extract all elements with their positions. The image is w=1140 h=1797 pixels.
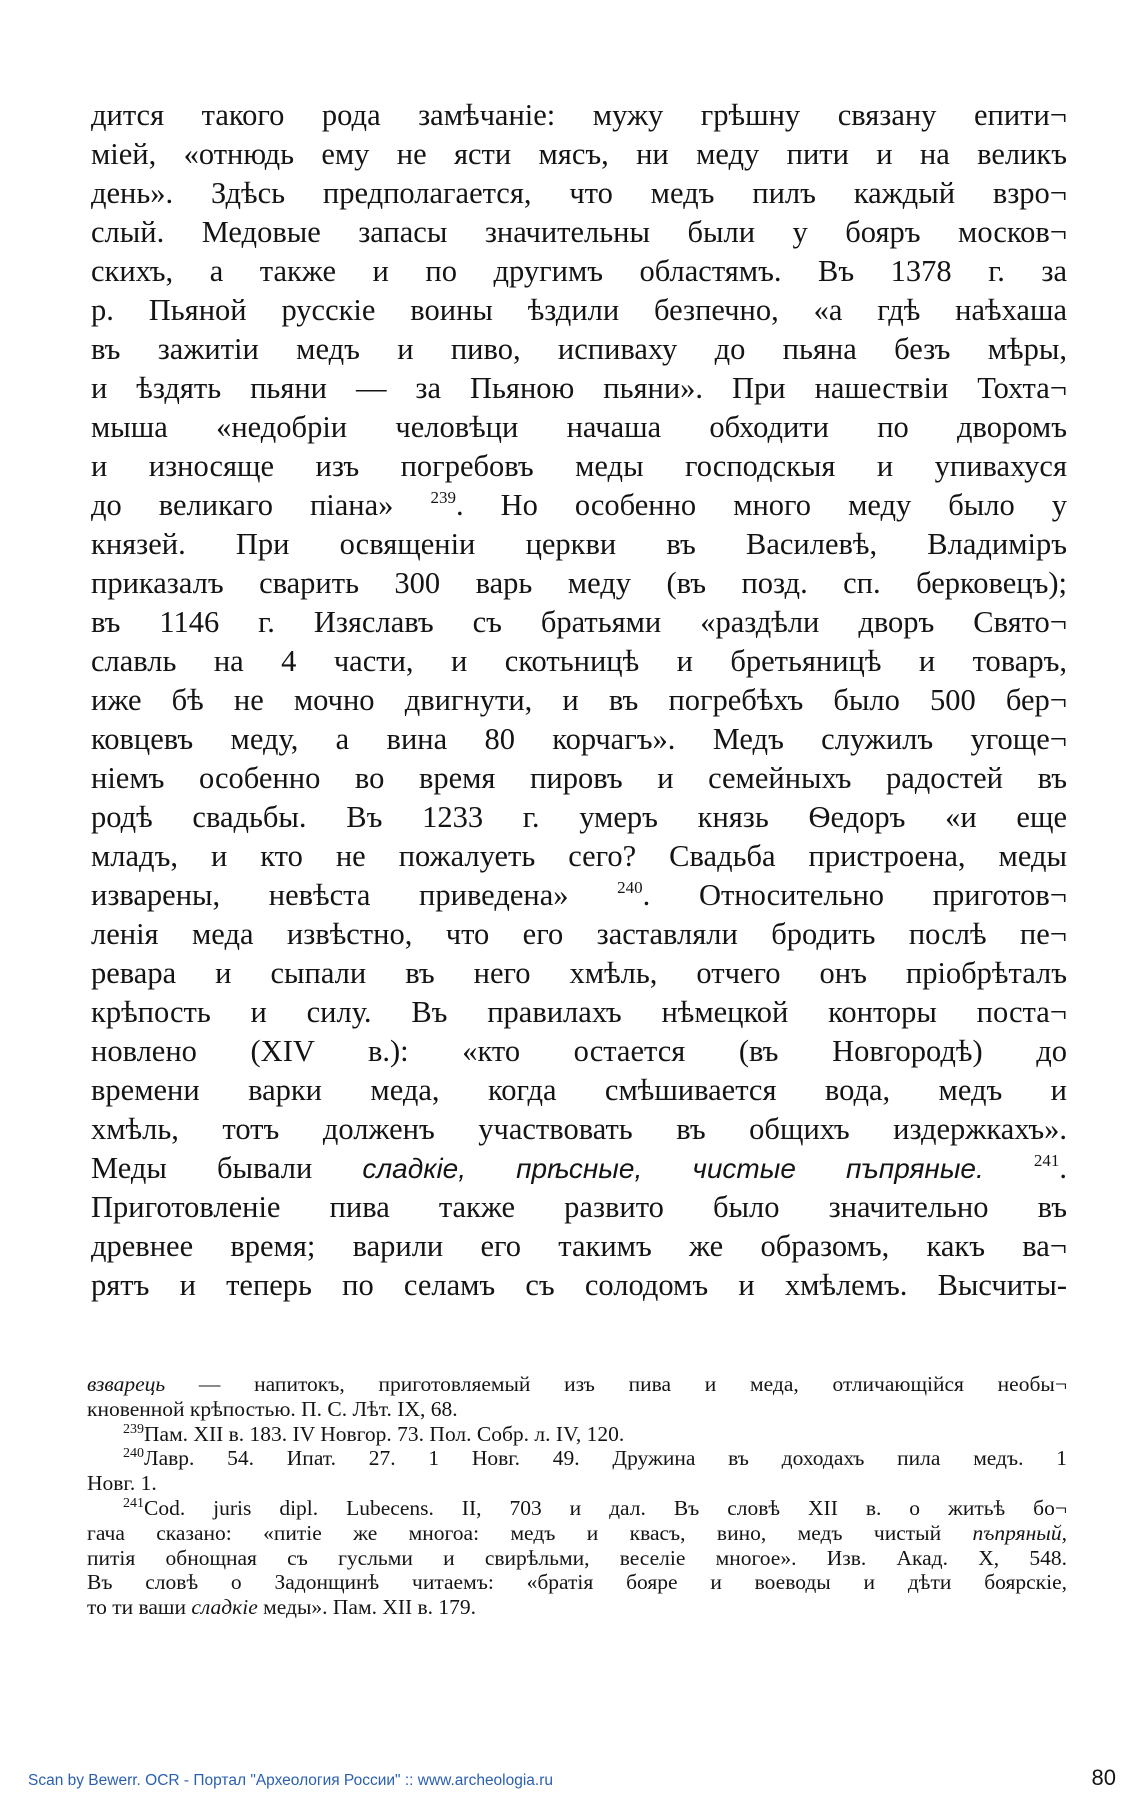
footnote-240-number: 240 bbox=[123, 1446, 144, 1462]
text-line: ковцевъ меду, а вина 80 корчагъ». Медъ служилъ угоще¬ bbox=[91, 722, 1067, 756]
footnote-a-term: взварець bbox=[87, 1372, 166, 1396]
italic-term: сладкіе, bbox=[362, 1153, 467, 1184]
text-line: слый. Медовые запасы значительны были у бояръ москов¬ bbox=[91, 215, 1067, 249]
text-line: въ зажитіи медъ и пиво, испиваху до пьяна безъ мѣры, bbox=[91, 332, 1067, 366]
text-line: рятъ и теперь по селамъ съ солодомъ и хмѣлемъ. Высчиты- bbox=[91, 1268, 1067, 1302]
text-line: мыша «недобріи человѣци начаша обходити по дворомъ bbox=[91, 410, 1067, 444]
footnote-a-line-1: взварець — напитокъ, приготовляемый изъ пива и меда, отличающійся необы¬ bbox=[87, 1372, 1067, 1396]
text-line: міей, «отнюдь ему не ясти мясъ, ни меду пити и на великъ bbox=[91, 137, 1067, 171]
footnote-241-line-2: гача сказано: «питіе же многоа: медъ и квасъ, вино, медъ чистый пъпряный, bbox=[87, 1520, 1067, 1545]
text-line: ревара и сыпали въ него хмѣль, отчего онъ пріобрѣталъ bbox=[91, 956, 1067, 990]
text-line: новлено (XIV в.): «кто остается (въ Новгородѣ) до bbox=[91, 1034, 1067, 1068]
text-line: и износяще изъ погребовъ меды господскыя и упивахуся bbox=[91, 449, 1067, 483]
footnote-241-line-5: то ти ваши сладкіе меды». Пам. XII в. 179. bbox=[87, 1595, 477, 1620]
text-line: р. Пьяной русскіе воины ѣздили безпечно, «а гдѣ наѣхаша bbox=[91, 293, 1067, 327]
text-line: крѣпость и силу. Въ правилахъ нѣмецкой конторы поста¬ bbox=[91, 995, 1067, 1029]
text-line: дится такого рода замѣчаніе: мужу грѣшну связану епити¬ bbox=[91, 98, 1067, 132]
text-line: иже бѣ не мочно двигнути, и въ погребѣхъ было 500 бер¬ bbox=[91, 683, 1067, 717]
italic-term: чистые bbox=[692, 1153, 796, 1184]
main-text-body bbox=[91, 96, 1067, 1305]
text-line: славль на 4 части, и скотьницѣ и бретьяницѣ и товаръ, bbox=[91, 644, 1067, 678]
footnote-240-line-2: Новг. 1. bbox=[87, 1471, 157, 1496]
text-line: въ 1146 г. Изяславъ съ братьями «раздѣли дворъ Свято¬ bbox=[91, 605, 1067, 639]
footnote-ref: 239 bbox=[430, 488, 456, 507]
footnote-ref: 240 bbox=[617, 878, 643, 897]
italic-term: пъпряные. bbox=[846, 1153, 984, 1184]
text-line: родѣ свадьбы. Въ 1233 г. умеръ князь Ѳедоръ «и еще bbox=[91, 800, 1067, 834]
footnote-241-line-3: питія обнощная съ гусльми и свирѣльми, веселіе многое». Изв. Акад. X, 548. bbox=[87, 1545, 1067, 1570]
text-line: ніемъ особенно во время пировъ и семейныхъ радостей въ bbox=[91, 761, 1067, 795]
footnote-ref: 241 bbox=[1033, 1151, 1060, 1170]
text-line: древнее время; варили его такимъ же образомъ, какъ ва¬ bbox=[91, 1229, 1067, 1263]
footnote-239: $^{239}$Пам. XII в. 183. IV Новгор. 73. Пол. Собр. л. IV, 120. bbox=[123, 1421, 625, 1446]
text-line: изварены, невѣста приведена» $^{240}$. Относительно приготов¬ bbox=[91, 878, 1067, 912]
text-line: и ѣздять пьяни — за Пьяною пьяни». При нашествіи Тохта¬ bbox=[91, 371, 1067, 405]
text-line: ленія меда извѣстно, что его заставляли бродить послѣ пе¬ bbox=[91, 917, 1067, 951]
footnotes bbox=[87, 1372, 1067, 1620]
text-line: князей. При освященіи церкви въ Василевѣ, Владиміръ bbox=[91, 527, 1067, 561]
scan-source-credit: Scan by Bewerr. OCR - Портал "Археология России" :: www.archeologia.ru bbox=[28, 1772, 554, 1789]
text-line: Меды бывали сладкіе, прѣсные, чистые пъпряные. $^{241}$. bbox=[91, 1151, 1067, 1185]
footnote-239-number: 239 bbox=[123, 1421, 144, 1437]
text-line: хмѣль, тотъ долженъ участвовать въ общихъ издержкахъ». bbox=[91, 1112, 1067, 1146]
text-line: приказалъ сварить 300 варь меду (въ позд. сп. берковецъ); bbox=[91, 566, 1067, 600]
text-line: скихъ, а также и по другимъ областямъ. Въ 1378 г. за bbox=[91, 254, 1067, 288]
text-line: Приготовленіе пива также развито было значительно въ bbox=[91, 1190, 1067, 1224]
footnote-241-line-4: Въ словѣ о Задонщинѣ читаемъ: «братія бояре и воеводы и дѣти боярскіе, bbox=[87, 1570, 1067, 1595]
footnote-240-line-1: $^{240}$Лавр. 54. Ипат. 27. 1 Новг. 49. Дружина въ доходахъ пила медъ. 1 bbox=[123, 1446, 1067, 1471]
footnote-241-number: 241 bbox=[123, 1495, 144, 1511]
page-number: 80 bbox=[1091, 1765, 1116, 1790]
text-line: времени варки меда, когда смѣшивается вода, медъ и bbox=[91, 1073, 1067, 1107]
text-line: младъ, и кто не пожалуеть сего? Свадьба пристроена, меды bbox=[91, 839, 1067, 873]
text-line: до великаго піана» $^{239}$. Но особенно много меду было у bbox=[91, 488, 1068, 522]
italic-term: прѣсные, bbox=[516, 1153, 643, 1184]
footnote-a-line-2: кновенной крѣпостью. П. С. Лѣт. IX, 68. bbox=[87, 1396, 458, 1421]
text-line: день». Здѣсь предполагается, что медъ пилъ каждый взро¬ bbox=[91, 176, 1067, 210]
footnote-241-line-1: $^{241}$Cod. juris dipl. Lubecens. II, 703 и дал. Въ словѣ XII в. о житьѣ бо¬ bbox=[123, 1495, 1067, 1520]
